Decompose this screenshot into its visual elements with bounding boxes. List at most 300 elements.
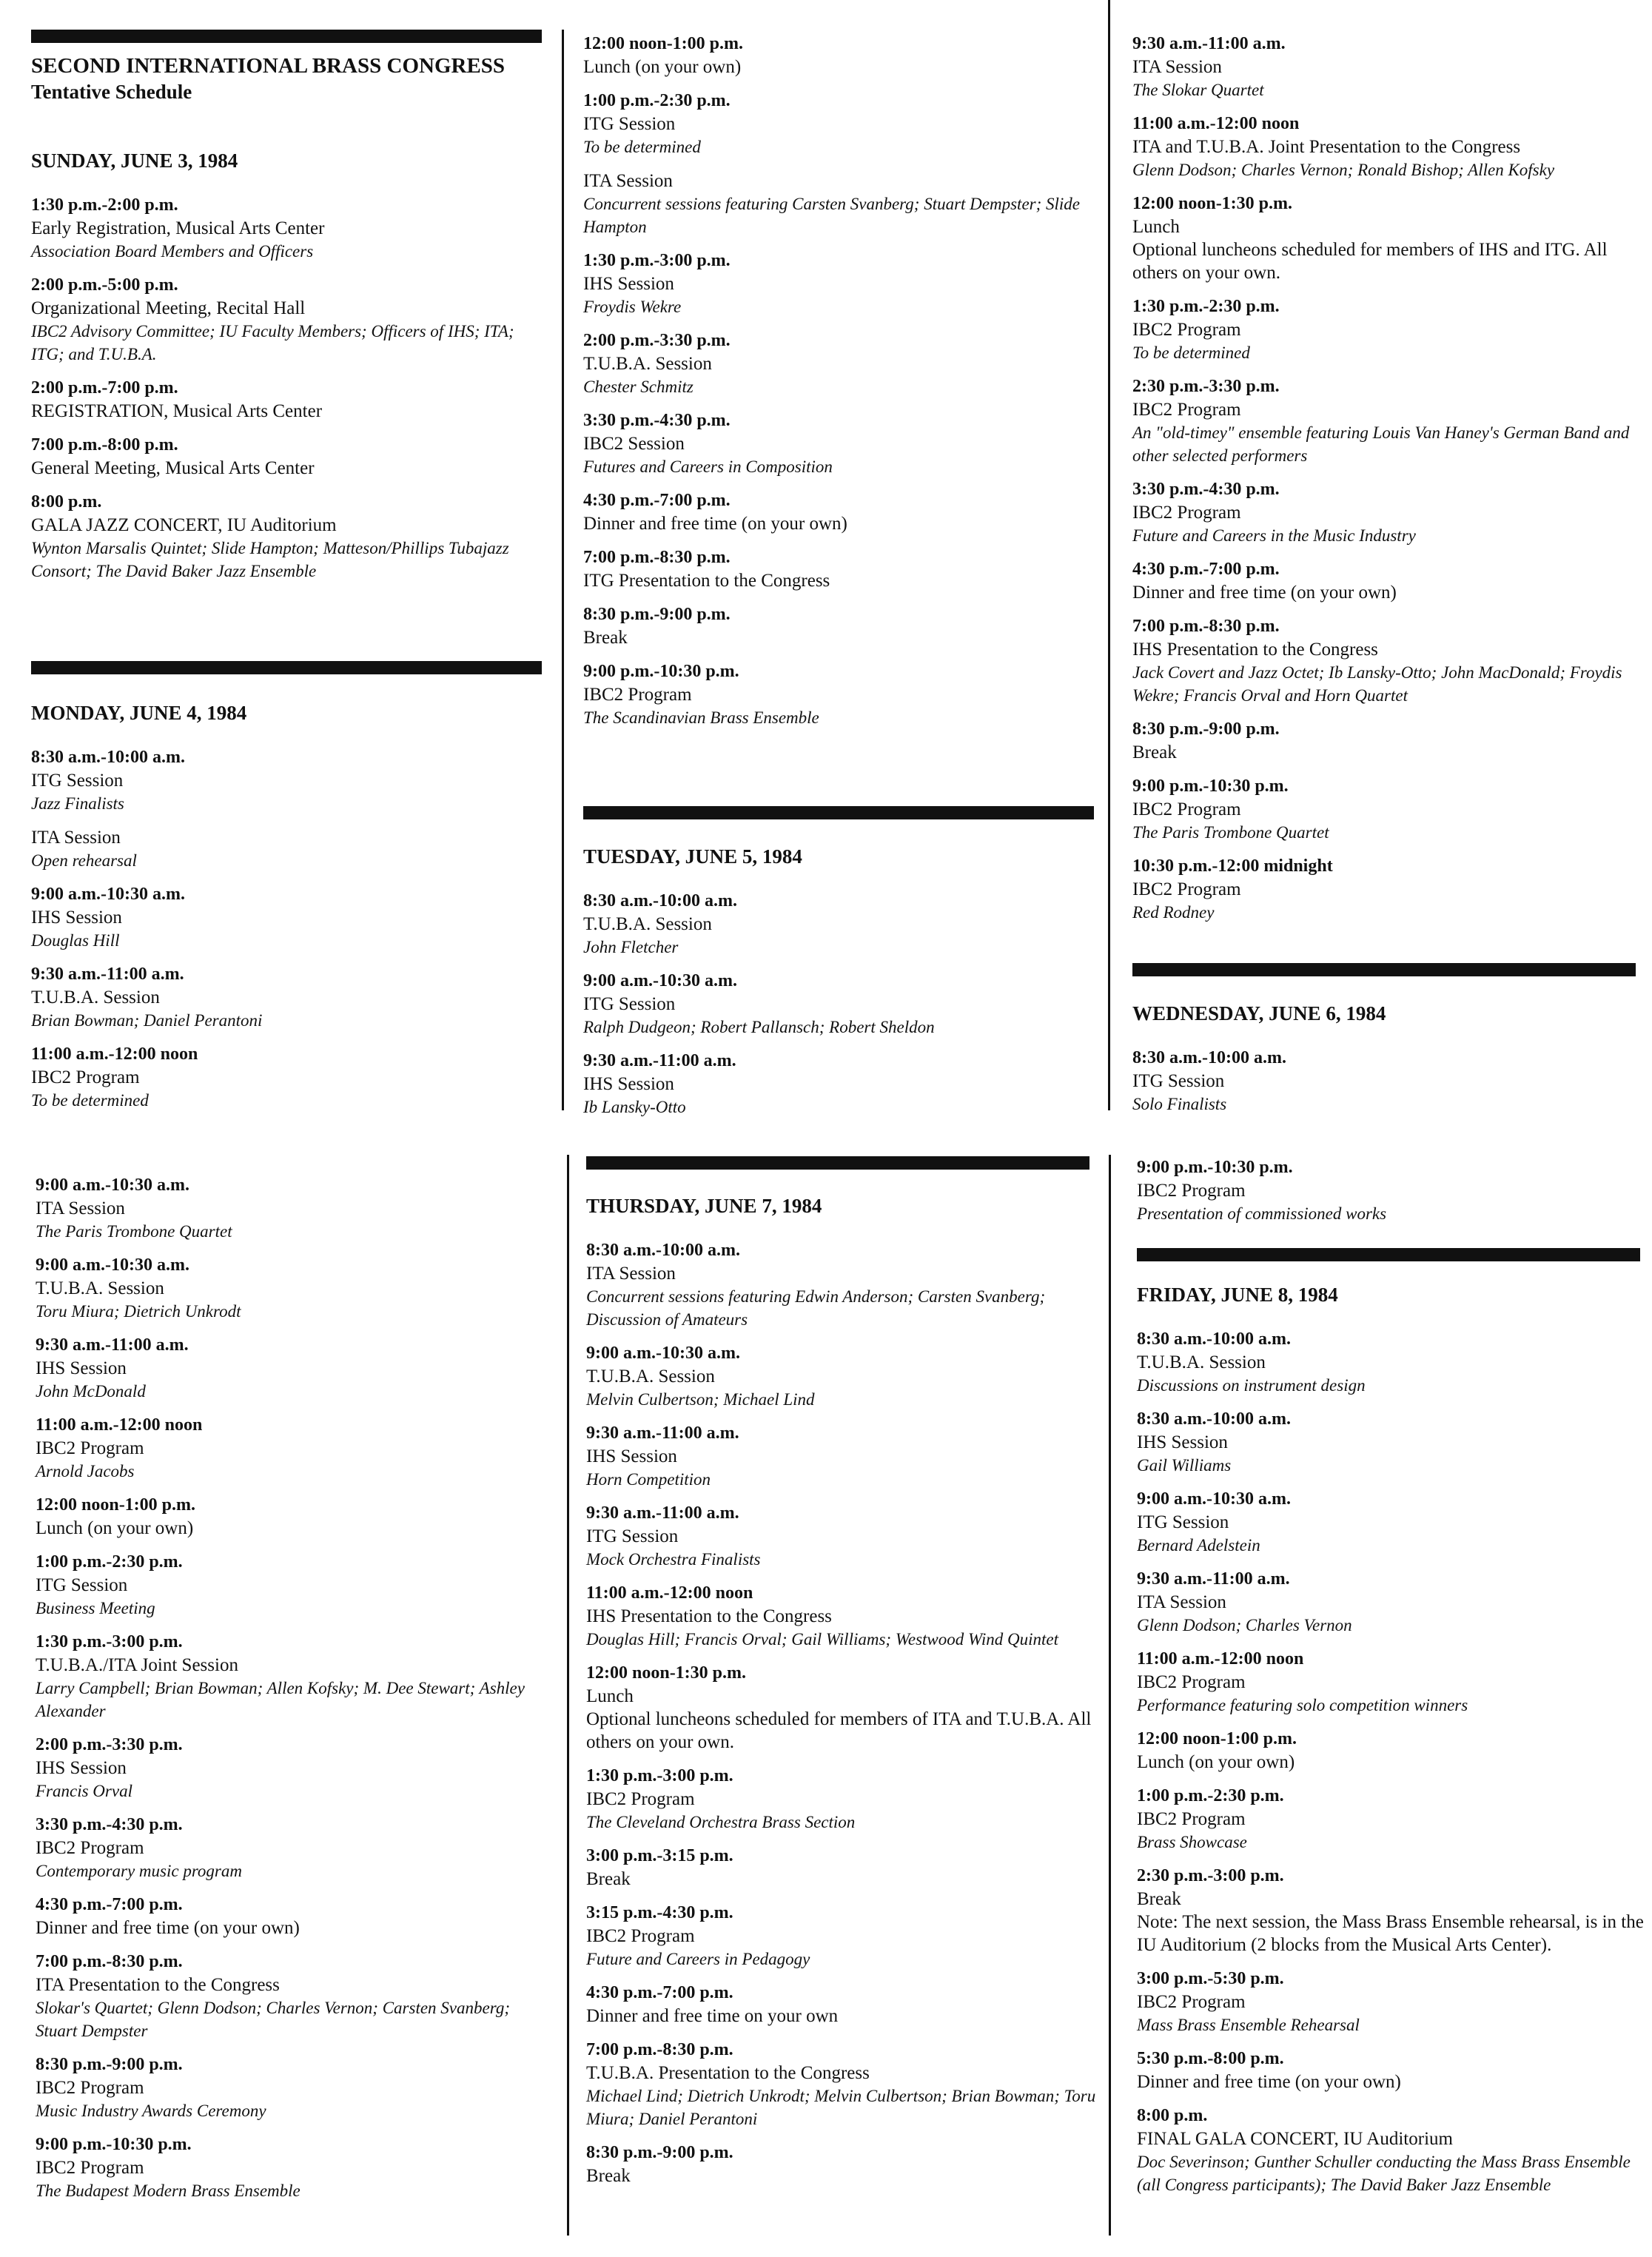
panel-3	[1132, 33, 1643, 935]
event-name: Lunch (on your own)	[36, 1518, 194, 1538]
event-name: General Meeting, Musical Arts Center	[31, 458, 315, 478]
event-name: Break	[586, 1869, 631, 1889]
event-name: T.U.B.A. Session	[586, 1366, 715, 1386]
schedule-item	[1132, 855, 1643, 924]
day-heading: TUESDAY, JUNE 5, 1984	[583, 845, 802, 868]
event-description: Performance featuring solo competition winners	[1137, 1696, 1468, 1714]
event-name: T.U.B.A. Session	[36, 1278, 164, 1298]
event-description: Discussions on instrument design	[1137, 1376, 1366, 1395]
panel-3-wednesday	[1132, 979, 1643, 1127]
event-name: ITA Session	[1132, 57, 1222, 77]
schedule-item	[583, 329, 1101, 398]
event-time: 8:30 a.m.-10:00 a.m.	[1137, 1329, 1291, 1349]
event-name: T.U.B.A./ITA Joint Session	[36, 1655, 238, 1675]
event-name: IHS Session	[1137, 1432, 1228, 1452]
event-description: Mock Orchestra Finalists	[586, 1550, 761, 1569]
event-name: ITA Session	[31, 828, 121, 848]
event-description: Presentation of commissioned works	[1137, 1204, 1387, 1223]
schedule-item	[1137, 1408, 1648, 1477]
panel-6-friday	[1137, 1260, 1648, 2207]
schedule-item	[31, 1043, 549, 1112]
event-description: Jazz Finalists	[31, 794, 124, 813]
event-time: 9:00 p.m.-10:30 p.m.	[36, 2135, 192, 2154]
schedule-item	[31, 491, 549, 583]
event-name: IBC2 Program	[1137, 1992, 1246, 2012]
event-name: T.U.B.A. Session	[583, 914, 712, 934]
event-name: IBC2 Program	[1132, 400, 1241, 420]
event-name: Organizational Meeting, Recital Hall	[31, 298, 306, 318]
event-description: The Paris Trombone Quartet	[36, 1222, 232, 1241]
event-name: Lunch (on your own)	[1137, 1752, 1295, 1772]
event-time: 8:00 p.m.	[31, 492, 102, 512]
event-time: 8:30 a.m.-10:00 a.m.	[31, 748, 185, 767]
event-description: Solo Finalists	[1132, 1095, 1227, 1113]
event-description: Future and Careers in Pedagogy	[586, 1950, 810, 1968]
schedule-item	[31, 434, 549, 480]
event-name: Dinner and free time (on your own)	[583, 514, 847, 534]
panel-4	[36, 1174, 554, 2213]
event-time: 9:00 a.m.-10:30 a.m.	[36, 1255, 189, 1275]
event-name: GALA JAZZ CONCERT, IU Auditorium	[31, 515, 337, 535]
event-note: Optional luncheons scheduled for members of IHS and ITG. All others on your own.	[1132, 240, 1608, 283]
event-note: Note: The next session, the Mass Brass Ensemble rehearsal, is in the IU Auditorium (2 blocks from the Musical Arts Center).	[1137, 1912, 1644, 1955]
event-time: 2:00 p.m.-3:30 p.m.	[583, 331, 731, 350]
event-time: 11:00 a.m.-12:00 noon	[36, 1415, 203, 1435]
schedule-item	[31, 746, 549, 815]
event-time: 3:30 p.m.-4:30 p.m.	[583, 411, 731, 430]
event-description: To be determined	[1132, 343, 1250, 362]
event-time: 7:00 p.m.-8:30 p.m.	[36, 1952, 183, 1971]
event-description: Bernard Adelstein	[1137, 1536, 1260, 1555]
event-name: IHS Session	[583, 274, 674, 294]
section-rule	[1132, 963, 1636, 976]
event-time: 9:00 p.m.-10:30 p.m.	[1132, 777, 1289, 796]
schedule-item	[31, 377, 549, 423]
schedule-item	[31, 194, 549, 263]
event-time: 4:30 p.m.-7:00 p.m.	[583, 491, 731, 510]
schedule-item	[36, 1334, 554, 1403]
event-description: Arnold Jacobs	[36, 1462, 135, 1480]
schedule-item	[31, 826, 549, 872]
schedule-item	[1137, 1968, 1648, 2036]
event-time: 9:30 a.m.-11:00 a.m.	[36, 1335, 189, 1355]
section-rule	[31, 30, 542, 43]
schedule-list	[583, 890, 1101, 1119]
schedule-item	[586, 1662, 1104, 1754]
schedule-item	[36, 1494, 554, 1540]
schedule-item	[586, 1765, 1104, 1834]
schedule-item	[1137, 1648, 1648, 1717]
schedule-item	[1132, 295, 1643, 364]
panel-2	[583, 33, 1101, 740]
event-name: IHS Session	[583, 1074, 674, 1094]
event-time: 9:00 p.m.-10:30 p.m.	[583, 662, 739, 681]
event-time: 9:30 a.m.-11:00 a.m.	[31, 965, 184, 984]
schedule-item	[36, 1894, 554, 1939]
event-time: 9:00 a.m.-10:30 a.m.	[36, 1176, 189, 1195]
event-name: IBC2 Program	[1132, 503, 1241, 523]
event-description: Slokar's Quartet; Glenn Dodson; Charles Vernon; Carsten Svanberg; Stuart Dempster	[36, 1999, 510, 2040]
schedule-item	[36, 1254, 554, 1323]
event-description: Doc Severinson; Gunther Schuller conducting the Mass Brass Ensemble (all Congress participants); The David Baker Jazz Ensemble	[1137, 2153, 1631, 2194]
event-name: IHS Session	[36, 1758, 127, 1778]
event-description: Futures and Careers in Composition	[583, 457, 833, 476]
event-time: 9:30 a.m.-11:00 a.m.	[586, 1503, 739, 1523]
event-name: ITA Session	[1137, 1592, 1226, 1612]
schedule-item	[586, 1845, 1104, 1891]
event-name: Dinner and free time (on your own)	[36, 1918, 300, 1938]
event-time: 3:00 p.m.-5:30 p.m.	[1137, 1969, 1284, 1988]
event-time: 1:00 p.m.-2:30 p.m.	[583, 91, 731, 110]
schedule-item	[1132, 718, 1643, 764]
schedule-item	[36, 1734, 554, 1802]
schedule-item	[1132, 615, 1643, 707]
event-name: IBC2 Program	[1132, 320, 1241, 340]
event-time: 9:30 a.m.-11:00 a.m.	[1132, 34, 1286, 53]
event-time: 7:00 p.m.-8:30 p.m.	[583, 548, 731, 567]
schedule-list	[31, 746, 549, 1112]
schedule-item	[1137, 1568, 1648, 1637]
day-heading: FRIDAY, JUNE 8, 1984	[1137, 1284, 1338, 1306]
event-description: Open rehearsal	[31, 851, 137, 870]
schedule-item	[1132, 558, 1643, 604]
event-name: ITG Session	[583, 994, 676, 1014]
event-time: 4:30 p.m.-7:00 p.m.	[586, 1983, 733, 2002]
event-time: 12:00 noon-1:30 p.m.	[586, 1663, 747, 1683]
event-name: IHS Presentation to the Congress	[1132, 640, 1378, 660]
event-name: T.U.B.A. Session	[583, 354, 712, 374]
schedule-item	[36, 1951, 554, 2042]
schedule-item	[1137, 1328, 1648, 1397]
event-description: The Budapest Modern Brass Ensemble	[36, 2181, 300, 2200]
day-heading: MONDAY, JUNE 4, 1984	[31, 702, 247, 724]
event-name: ITG Session	[583, 114, 676, 134]
event-description: IBC2 Advisory Committee; IU Faculty Members; Officers of IHS; ITA; ITG; and T.U.B.A.	[31, 322, 514, 363]
event-time: 2:30 p.m.-3:30 p.m.	[1132, 377, 1280, 396]
schedule-item	[583, 170, 1101, 238]
event-time: 7:00 p.m.-8:30 p.m.	[586, 2040, 733, 2059]
event-time: 9:00 p.m.-10:30 p.m.	[1137, 1158, 1293, 1177]
event-name: Dinner and free time (on your own)	[1132, 583, 1397, 603]
event-description: Glenn Dodson; Charles Vernon	[1137, 1616, 1352, 1634]
event-description: Douglas Hill	[31, 931, 120, 950]
event-description: Association Board Members and Officers	[31, 242, 314, 261]
event-description: The Scandinavian Brass Ensemble	[583, 708, 819, 727]
event-name: ITG Session	[36, 1575, 128, 1595]
event-description: The Slokar Quartet	[1132, 81, 1264, 99]
event-time: 1:30 p.m.-3:00 p.m.	[583, 251, 731, 270]
event-description: Froydis Wekre	[583, 298, 682, 316]
event-name: IBC2 Program	[1132, 799, 1241, 819]
event-time: 8:00 p.m.	[1137, 2106, 1208, 2125]
event-name: IBC2 Program	[36, 1838, 144, 1858]
event-description: Concurrent sessions featuring Carsten Svanberg; Stuart Dempster; Slide Hampton	[583, 195, 1080, 236]
section-rule	[31, 661, 542, 674]
event-description: Toru Miura; Dietrich Unkrodt	[36, 1302, 241, 1321]
schedule-item	[31, 883, 549, 952]
event-description: Contemporary music program	[36, 1862, 242, 1880]
event-name: ITG Session	[1137, 1512, 1229, 1532]
panel-1	[31, 53, 549, 594]
event-description: Music Industry Awards Ceremony	[36, 2102, 266, 2120]
event-time: 10:30 p.m.-12:00 midnight	[1132, 856, 1333, 876]
event-name: ITG Session	[31, 771, 124, 791]
section-rule	[586, 1156, 1089, 1170]
event-description: To be determined	[31, 1091, 149, 1110]
event-name: IBC2 Program	[36, 1438, 144, 1458]
document-title: SECOND INTERNATIONAL BRASS CONGRESS	[31, 54, 506, 78]
schedule-item	[586, 2142, 1104, 2187]
schedule-list	[583, 33, 1101, 729]
schedule-item	[1132, 113, 1643, 181]
schedule-item	[1137, 2048, 1648, 2093]
event-time: 9:00 a.m.-10:30 a.m.	[586, 1344, 740, 1363]
event-description: John McDonald	[36, 1382, 146, 1401]
schedule-item	[36, 2053, 554, 2122]
event-name: IHS Session	[31, 908, 122, 928]
event-time: 9:30 a.m.-11:00 a.m.	[1137, 1569, 1290, 1589]
schedule-item	[586, 1902, 1104, 1971]
day-heading: SUNDAY, JUNE 3, 1984	[31, 150, 238, 172]
event-description: Brass Showcase	[1137, 1833, 1247, 1851]
schedule-item	[1132, 375, 1643, 467]
event-time: 8:30 p.m.-9:00 p.m.	[1132, 720, 1280, 739]
event-name: T.U.B.A. Presentation to the Congress	[586, 2063, 870, 2083]
event-time: 2:30 p.m.-3:00 p.m.	[1137, 1866, 1284, 1885]
event-time: 8:30 a.m.-10:00 a.m.	[1137, 1409, 1291, 1429]
schedule-item	[583, 660, 1101, 729]
event-name: IBC2 Session	[583, 434, 685, 454]
event-name: Lunch	[1132, 217, 1180, 237]
panel-1-monday	[31, 678, 549, 1123]
event-name: Dinner and free time (on your own)	[1137, 2072, 1401, 2092]
event-name: IBC2 Program	[586, 1926, 695, 1946]
event-name: T.U.B.A. Session	[1137, 1352, 1266, 1372]
event-description: Jack Covert and Jazz Octet; Ib Lansky-Otto; John MacDonald; Froydis Wekre; Francis Orval and Horn Quartet	[1132, 663, 1622, 705]
event-description: Business Meeting	[36, 1599, 155, 1617]
schedule-item	[583, 489, 1101, 535]
schedule-item	[583, 90, 1101, 158]
panel-5-thursday	[586, 1171, 1104, 2199]
event-time: 11:00 a.m.-12:00 noon	[1137, 1649, 1304, 1669]
day-heading: THURSDAY, JUNE 7, 1984	[586, 1195, 822, 1217]
event-name: IHS Presentation to the Congress	[586, 1606, 832, 1626]
event-description: Concurrent sessions featuring Edwin Anderson; Carsten Svanberg; Discussion of Amateurs	[586, 1287, 1046, 1329]
schedule-list	[1137, 1156, 1648, 1225]
event-description: Ib Lansky-Otto	[583, 1098, 686, 1116]
schedule-list	[36, 1174, 554, 2202]
event-description: To be determined	[583, 138, 701, 156]
event-name: IHS Session	[36, 1358, 127, 1378]
event-time: 3:00 p.m.-3:15 p.m.	[586, 1846, 733, 1865]
event-time: 4:30 p.m.-7:00 p.m.	[1132, 560, 1280, 579]
event-time: 1:30 p.m.-2:30 p.m.	[1132, 297, 1280, 316]
schedule-list	[1132, 33, 1643, 924]
schedule-item	[586, 1582, 1104, 1651]
event-time: 7:00 p.m.-8:00 p.m.	[31, 435, 178, 455]
schedule-item	[1137, 2105, 1648, 2196]
event-description: Chester Schmitz	[583, 378, 694, 396]
event-time: 9:30 a.m.-11:00 a.m.	[586, 1423, 739, 1443]
event-time: 4:30 p.m.-7:00 p.m.	[36, 1895, 183, 1914]
schedule-item	[36, 1814, 554, 1882]
event-description: Future and Careers in the Music Industry	[1132, 526, 1416, 545]
event-description: The Cleveland Orchestra Brass Section	[586, 1813, 856, 1831]
event-time: 1:00 p.m.-2:30 p.m.	[1137, 1786, 1284, 1805]
schedule-item	[586, 1982, 1104, 2028]
schedule-item	[586, 1502, 1104, 1571]
event-time: 8:30 a.m.-10:00 a.m.	[586, 1241, 740, 1260]
event-description: The Paris Trombone Quartet	[1132, 823, 1329, 842]
event-description: An "old-timey" ensemble featuring Louis Van Haney's German Band and other selected performers	[1132, 423, 1630, 465]
column-divider	[1108, 0, 1110, 1110]
schedule-item	[583, 970, 1101, 1039]
document-subtitle: Tentative Schedule	[31, 81, 192, 103]
schedule-item	[36, 1631, 554, 1723]
event-time: 12:00 noon-1:00 p.m.	[583, 34, 744, 53]
event-time: 11:00 a.m.-12:00 noon	[31, 1044, 198, 1064]
schedule-item	[36, 1551, 554, 1620]
schedule-item	[583, 33, 1101, 78]
schedule-item	[583, 890, 1101, 959]
event-name: T.U.B.A. Session	[31, 987, 160, 1007]
event-name: IBC2 Program	[31, 1067, 140, 1087]
event-time: 8:30 p.m.-9:00 p.m.	[583, 605, 731, 624]
event-time: 2:00 p.m.-7:00 p.m.	[31, 378, 178, 398]
event-name: ITG Presentation to the Congress	[583, 571, 830, 591]
event-time: 3:30 p.m.-4:30 p.m.	[36, 1815, 183, 1834]
schedule-item	[586, 1239, 1104, 1331]
schedule-item	[1137, 1728, 1648, 1774]
schedule-item	[31, 274, 549, 366]
event-description: Larry Campbell; Brian Bowman; Allen Kofsky; M. Dee Stewart; Ashley Alexander	[36, 1679, 525, 1720]
event-name: ITA Presentation to the Congress	[36, 1975, 280, 1995]
event-name: ITG Session	[1132, 1071, 1225, 1091]
event-name: ITA Session	[36, 1198, 125, 1218]
event-time: 9:30 a.m.-11:00 a.m.	[583, 1051, 736, 1070]
event-time: 9:00 a.m.-10:30 a.m.	[31, 885, 185, 904]
schedule-item	[1137, 1865, 1648, 1956]
event-name: FINAL GALA CONCERT, IU Auditorium	[1137, 2129, 1453, 2149]
event-description: Glenn Dodson; Charles Vernon; Ronald Bishop; Allen Kofsky	[1132, 161, 1555, 179]
schedule-item	[36, 1414, 554, 1483]
day-heading: WEDNESDAY, JUNE 6, 1984	[1132, 1002, 1386, 1024]
schedule-item	[36, 2133, 554, 2202]
event-name: IBC2 Program	[1137, 1672, 1246, 1692]
event-time: 8:30 a.m.-10:00 a.m.	[1132, 1048, 1286, 1067]
schedule-item	[583, 249, 1101, 318]
event-time: 12:00 noon-1:00 p.m.	[36, 1495, 196, 1515]
event-time: 11:00 a.m.-12:00 noon	[586, 1583, 753, 1603]
column-divider	[1109, 1155, 1111, 2236]
event-description: Mass Brass Ensemble Rehearsal	[1137, 2016, 1360, 2034]
event-name: IBC2 Program	[36, 2158, 144, 2178]
event-name: IBC2 Program	[1137, 1181, 1246, 1201]
event-time: 8:30 p.m.-9:00 p.m.	[36, 2055, 183, 2074]
event-name: IBC2 Program	[36, 2078, 144, 2098]
event-time: 5:30 p.m.-8:00 p.m.	[1137, 2049, 1284, 2068]
schedule-item	[586, 1342, 1104, 1411]
schedule-item	[583, 603, 1101, 649]
schedule-item	[31, 963, 549, 1032]
schedule-item	[583, 409, 1101, 478]
schedule-item	[583, 546, 1101, 592]
event-description: Douglas Hill; Francis Orval; Gail Williams; Westwood Wind Quintet	[586, 1630, 1059, 1649]
event-time: 1:30 p.m.-3:00 p.m.	[36, 1632, 183, 1651]
schedule-item	[1132, 478, 1643, 547]
schedule-list	[1132, 1047, 1643, 1116]
schedule-item	[586, 2039, 1104, 2130]
event-name: Lunch (on your own)	[583, 57, 742, 77]
event-time: 1:30 p.m.-2:00 p.m.	[31, 195, 178, 215]
event-description: Wynton Marsalis Quintet; Slide Hampton; Matteson/Phillips Tubajazz Consort; The David Baker Jazz Ensemble	[31, 539, 509, 580]
event-name: IBC2 Program	[1137, 1809, 1246, 1829]
event-description: Ralph Dudgeon; Robert Pallansch; Robert Sheldon	[583, 1018, 935, 1036]
event-description: Michael Lind; Dietrich Unkrodt; Melvin Culbertson; Brian Bowman; Toru Miura; Daniel Perantoni	[586, 2087, 1096, 2128]
event-time: 9:00 a.m.-10:30 a.m.	[583, 971, 737, 990]
panel-6	[1137, 1156, 1648, 1236]
event-name: IHS Session	[586, 1446, 677, 1466]
schedule-item	[586, 1422, 1104, 1491]
event-description: Gail Williams	[1137, 1456, 1232, 1475]
event-name: IBC2 Program	[586, 1789, 695, 1809]
event-name: ITA and T.U.B.A. Joint Presentation to the Congress	[1132, 137, 1521, 157]
event-name: ITA Session	[583, 171, 673, 191]
event-description: Melvin Culbertson; Michael Lind	[586, 1390, 815, 1409]
event-name: Early Registration, Musical Arts Center	[31, 218, 325, 238]
schedule-item	[1137, 1156, 1648, 1225]
section-rule	[583, 806, 1094, 819]
event-name: REGISTRATION, Musical Arts Center	[31, 401, 323, 421]
schedule-list	[586, 1239, 1104, 2187]
event-name: Break	[586, 2166, 631, 2186]
event-name: IBC2 Program	[1132, 879, 1241, 899]
event-name: Break	[1137, 1889, 1181, 1909]
event-time: 12:00 noon-1:00 p.m.	[1137, 1729, 1297, 1748]
event-name: Lunch	[586, 1686, 634, 1706]
event-name: Break	[1132, 742, 1177, 762]
event-time: 8:30 p.m.-9:00 p.m.	[586, 2143, 733, 2162]
schedule-item	[36, 1174, 554, 1243]
event-time: 2:00 p.m.-5:00 p.m.	[31, 275, 178, 295]
schedule-item	[1132, 775, 1643, 844]
event-time: 2:00 p.m.-3:30 p.m.	[36, 1735, 183, 1754]
schedule-item	[1132, 33, 1643, 101]
schedule-item	[583, 1050, 1101, 1119]
event-description: John Fletcher	[583, 938, 679, 956]
event-name: IBC2 Program	[583, 685, 692, 705]
event-time: 1:30 p.m.-3:00 p.m.	[586, 1766, 733, 1785]
schedule-item	[1137, 1785, 1648, 1854]
event-time: 8:30 a.m.-10:00 a.m.	[583, 891, 737, 910]
event-description: Brian Bowman; Daniel Perantoni	[31, 1011, 263, 1030]
event-time: 7:00 p.m.-8:30 p.m.	[1132, 617, 1280, 636]
event-time: 3:30 p.m.-4:30 p.m.	[1132, 480, 1280, 499]
schedule-list	[1137, 1328, 1648, 2196]
event-time: 12:00 noon-1:30 p.m.	[1132, 194, 1293, 213]
schedule-item	[1137, 1488, 1648, 1557]
schedule-item	[1132, 192, 1643, 284]
event-name: ITG Session	[586, 1526, 679, 1546]
schedule-item	[1132, 1047, 1643, 1116]
event-description: Red Rodney	[1132, 903, 1215, 922]
event-note: Optional luncheons scheduled for members of ITA and T.U.B.A. All others on your own.	[586, 1709, 1092, 1752]
column-divider	[562, 30, 564, 1110]
event-description: Horn Competition	[586, 1470, 711, 1489]
event-time: 9:00 a.m.-10:30 a.m.	[1137, 1489, 1291, 1509]
event-name: Dinner and free time on your own	[586, 2006, 839, 2026]
event-name: Break	[583, 628, 628, 648]
